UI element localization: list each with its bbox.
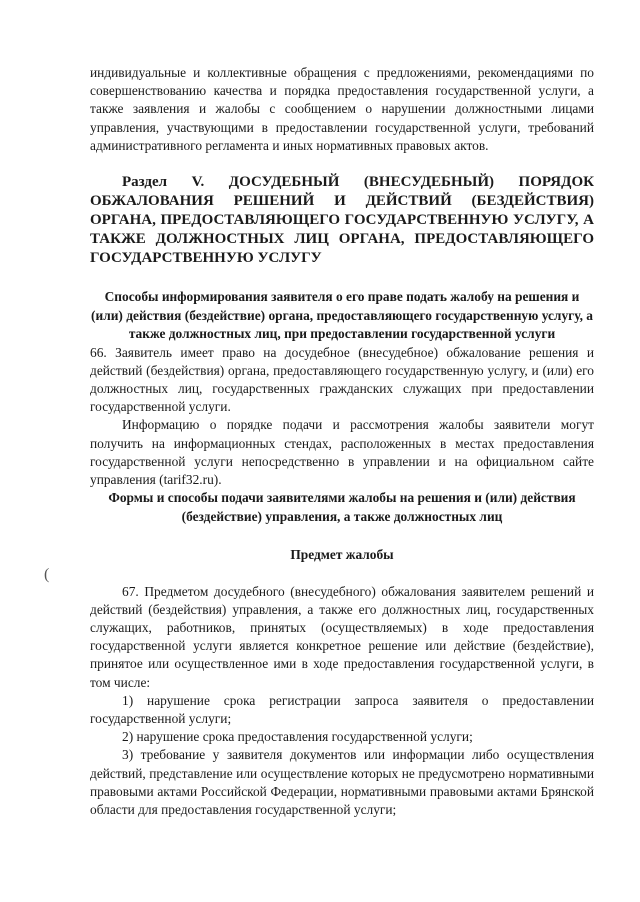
section-title: Раздел V. ДОСУДЕБНЫЙ (ВНЕСУДЕБНЫЙ) ПОРЯДОК ОБЖАЛОВАНИЯ РЕШЕНИЙ И ДЕЙСТВИЙ (БЕЗДЕЙСТВИЯ) ОРГАНА, ПРЕДОСТАВЛЯЮЩЕГО ГОСУДАРСТВЕННУЮ УСЛУГУ, А ТАКЖЕ ДОЛЖНОСТНЫХ ЛИЦ ОРГАНА, ПРЕДОСТАВЛЯЮЩЕГО ГОСУДАРСТВЕННУЮ УСЛУГУ — [90, 174, 594, 267]
margin-mark: ( — [44, 566, 50, 583]
subheading-subject: Предмет жалобы — [290, 547, 394, 563]
list-item-3: 3) требование у заявителя документов или информации либо осуществления действий, представление или осуществление которых не предусмотрено нормативными правовыми актами Российской Федерации, нормативными правовыми актами Брянской области для предоставления государственной услуги; — [90, 747, 594, 818]
paragraph-info: Информацию о порядке подачи и рассмотрения жалобы заявители могут получить на информационных стендах, расположенных в местах предоставления государственной услуги непосредственно в управлении и на официальном сайте управления (tarif32.ru). — [90, 417, 594, 487]
subheading-forms: Формы и способы подачи заявителями жалобы на решения и (или) действия (бездействие) управления, а также должностных лиц — [108, 490, 576, 524]
intro-paragraph: индивидуальные и коллективные обращения с предложениями, рекомендациями по совершенствованию качества и порядка предоставления государственной услуги, а также заявления и жалобы с сообщением о нарушении должностными лицами управления, участвующими в предоставлении государственной услуги, требований административного регламента и иных нормативных правовых актов. — [90, 65, 594, 153]
list-item-1: 1) нарушение срока регистрации запроса заявителя о предоставлении государственной услуги; — [90, 692, 594, 727]
list-item-2: 2) нарушение срока предоставления государственной услуги; — [122, 729, 473, 745]
paragraph-66: 66. Заявитель имеет право на досудебное (внесудебное) обжалование решения и действий (бездействия) органа, предоставляющего государственную услугу, и (или) его должностных лиц, государственных гражданских служащих при предоставлении государственной услуги. — [90, 344, 594, 415]
subheading-informing: Способы информирования заявителя о его праве подать жалобу на решения и (или) действия (бездействие) органа, предоставляющего государственную услугу, а также должностных лиц, при предоставлении государственной услуги — [91, 289, 593, 342]
paragraph-67: 67. Предметом досудебного (внесудебного) обжалования заявителем решений и действий (бездействия) управления, а также его должностных лиц, государственных служащих, работников, принятых (осуществляемых) в ходе предоставления государственной услуги является конкретное решение или действие (бездействие), принятое или осуществленное ими в ходе предоставления государственной услуги, в том числе: — [90, 583, 594, 690]
page-content — [90, 64, 594, 819]
